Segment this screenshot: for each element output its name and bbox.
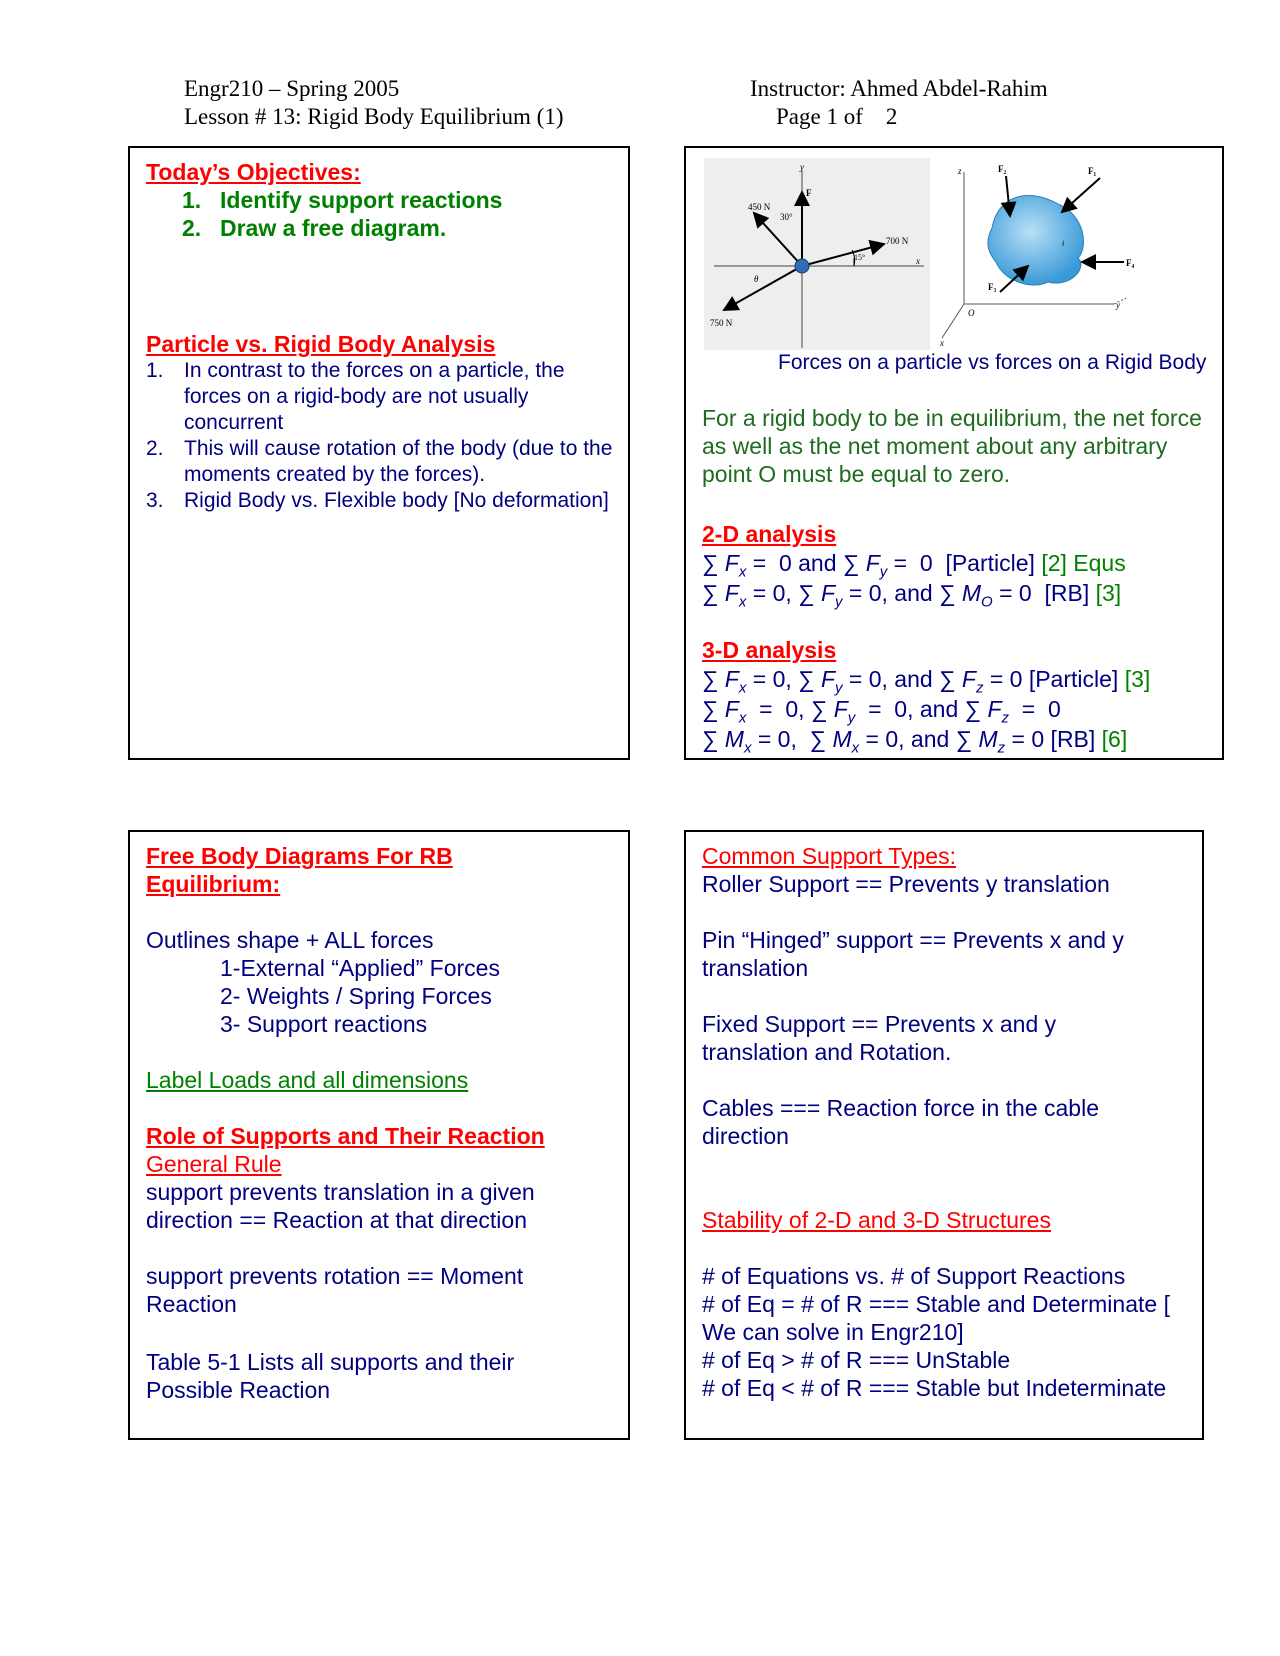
svg-text:F: F xyxy=(806,188,812,198)
page-number: Page 1 of 2 xyxy=(776,104,898,129)
svg-text:x: x xyxy=(940,338,944,348)
list-item: # of Eq < # of R === Stable but Indeterminate xyxy=(702,1375,1167,1401)
svg-text:i: i xyxy=(1062,239,1065,248)
roller-support-text: Roller Support == Prevents y translation xyxy=(702,871,1110,897)
rigid-body-figure xyxy=(938,158,1208,350)
equation-3d-particle: ∑ $F_x = 0$, ∑ $F_y = 0$, and ∑ $F_z = 0$ [Particle] [3] xyxy=(702,666,1151,697)
svg-text:750 N: 750 N xyxy=(710,318,733,328)
equation-3d-forces: ∑ $F_x = 0$, ∑ $F_y = 0$, and ∑ $F_z = 0$ xyxy=(702,696,1061,727)
lesson-title: Lesson # 13: Rigid Body Equilibrium (1) xyxy=(184,104,564,129)
role-title: Role of Supports and Their Reaction xyxy=(146,1123,545,1149)
equilibrium-box xyxy=(684,146,1224,760)
cables-text: Cables === Reaction force in the cable direction xyxy=(702,1095,1099,1149)
list-item: 2- Weights / Spring Forces xyxy=(220,983,492,1009)
rotation-text: support prevents rotation == Moment Reaction xyxy=(146,1263,524,1317)
list-item: 1. In contrast to the forces on a particle, the forces on a rigid-body are not usually concurrent xyxy=(146,359,565,434)
svg-text:F₂: F₂ xyxy=(998,164,1007,174)
objectives-title: Today’s Objectives: xyxy=(146,159,361,185)
table-text: Table 5-1 Lists all supports and their Possible Reaction xyxy=(146,1349,515,1403)
list-item: # of Eq > # of R === UnStable xyxy=(702,1347,1011,1373)
analysis-2d-title: 2-D analysis xyxy=(702,521,837,547)
svg-text:30°: 30° xyxy=(780,212,793,222)
outline-text: Outlines shape + ALL forces xyxy=(146,927,434,953)
fbd-title-line1: Free Body Diagrams For RB xyxy=(146,843,453,869)
course-title: Engr210 – Spring 2005 xyxy=(184,76,400,101)
equation-2d-rigid: ∑ $F_x = 0$, ∑ $F_y = 0$, and ∑ $M_O = 0$ [RB] [3] xyxy=(702,580,1122,611)
svg-text:y: y xyxy=(800,162,804,172)
svg-text:F₃: F₃ xyxy=(988,282,997,292)
free-body-box xyxy=(128,830,630,1440)
objective-item: 2. Draw a free diagram. xyxy=(182,215,447,241)
svg-text:700 N: 700 N xyxy=(886,236,909,246)
analysis-3d-title: 3-D analysis xyxy=(702,637,837,663)
analysis-list xyxy=(146,358,616,514)
equilibrium-statement: For a rigid body to be in equilibrium, the net force as well as the net moment about any arbitrary point O must be equal to zero. xyxy=(702,405,1202,487)
analysis-title: Particle vs. Rigid Body Analysis xyxy=(146,331,496,357)
objectives-box xyxy=(128,146,630,760)
rule-text: support prevents translation in a given direction == Reaction at that direction xyxy=(146,1179,535,1233)
svg-text:450 N: 450 N xyxy=(748,202,771,212)
svg-text:O: O xyxy=(968,308,975,318)
fixed-support-text: Fixed Support == Prevents x and y translation and Rotation. xyxy=(702,1011,1057,1065)
pin-support-text: Pin “Hinged” support == Prevents x and y translation xyxy=(702,927,1124,981)
svg-text:F₁: F₁ xyxy=(1088,166,1097,176)
rigid-body-diagram xyxy=(938,158,1208,350)
list-item: # of Equations vs. # of Support Reactions xyxy=(702,1263,1126,1289)
svg-text:x: x xyxy=(916,256,920,266)
equation-2d-particle: ∑ $F_x = 0$ and ∑ $F_y = 0$ [Particle] [2] Equs xyxy=(702,550,1126,581)
stability-list xyxy=(702,1262,1172,1402)
list-item: 3. Rigid Body vs. Flexible body [No deformation] xyxy=(146,489,609,512)
list-item: # of Eq = # of R === Stable and Determinate [ We can solve in Engr210] xyxy=(702,1291,1170,1345)
support-types-box xyxy=(684,830,1204,1440)
list-item: 1-External “Applied” Forces xyxy=(220,955,500,981)
objectives-list xyxy=(182,186,602,242)
figure-caption: Forces on a particle vs forces on a Rigid Body xyxy=(778,351,1207,374)
svg-text:F₄: F₄ xyxy=(1126,258,1135,268)
svg-text:15°: 15° xyxy=(854,253,866,262)
svg-text:y: y xyxy=(1116,300,1120,310)
svg-text:θ: θ xyxy=(754,274,759,284)
objective-item: 1. Identify support reactions xyxy=(182,187,503,213)
instructor-name: Instructor: Ahmed Abdel-Rahim xyxy=(750,76,1048,101)
svg-text:z: z xyxy=(958,166,962,176)
list-item: 3- Support reactions xyxy=(220,1011,428,1037)
particle-diagram xyxy=(704,158,930,350)
stability-title: Stability of 2-D and 3-D Structures xyxy=(702,1207,1051,1233)
label-loads-text: Label Loads and all dimensions xyxy=(146,1067,469,1093)
support-types-title: Common Support Types: xyxy=(702,843,956,869)
fbd-title-line2: Equilibrium: xyxy=(146,871,281,897)
rule-title: General Rule xyxy=(146,1151,282,1177)
equation-3d-moments: ∑ $M_x = 0$, ∑ $M_x = 0$, and ∑ $M_z = 0$ [RB] [6] xyxy=(702,726,1128,757)
particle-forces-figure xyxy=(704,158,930,350)
list-item: 2. This will cause rotation of the body (due to the moments created by the forces). xyxy=(146,437,613,486)
